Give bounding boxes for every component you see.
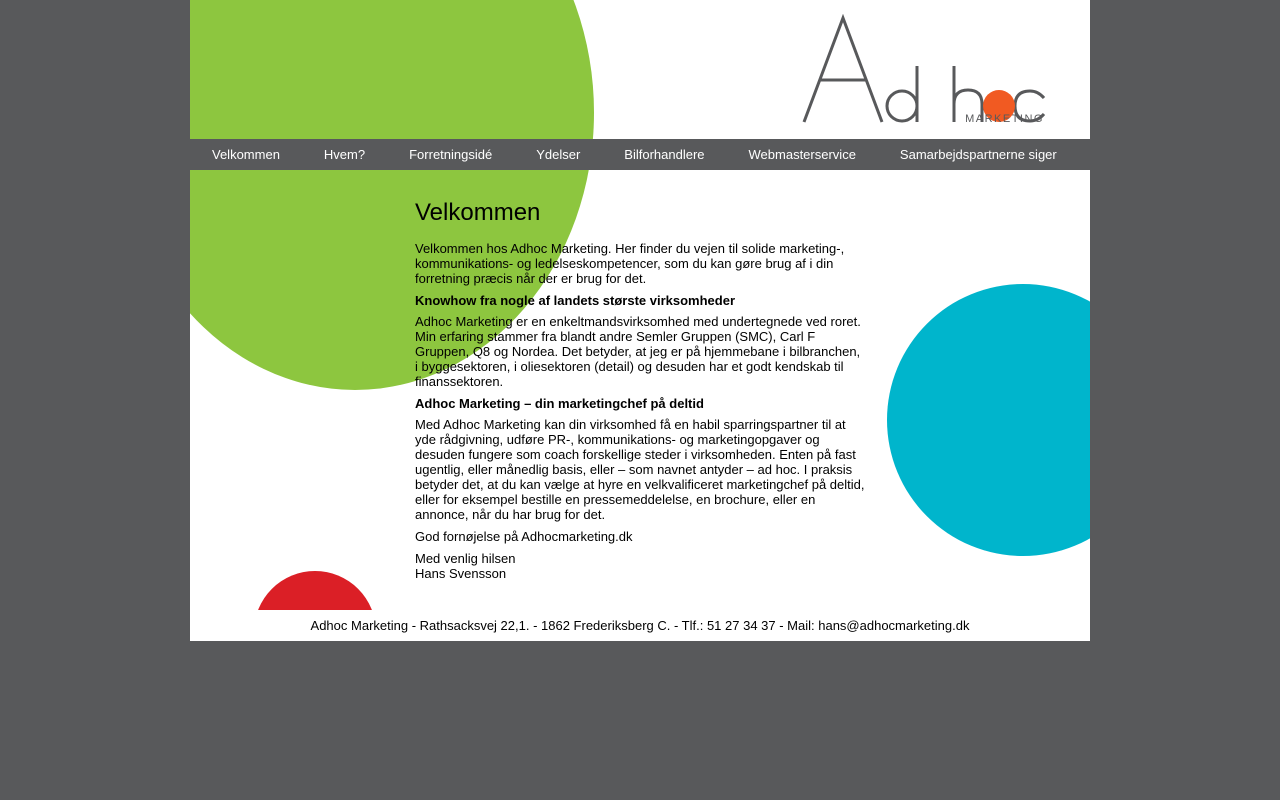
nav-item-forretningside[interactable]: Forretningsidé bbox=[409, 147, 493, 162]
logo-subtext: MARKETING bbox=[965, 113, 1044, 125]
nav-item-hvem[interactable]: Hvem? bbox=[323, 147, 366, 162]
main-navigation bbox=[190, 139, 1090, 170]
nav-item-velkommen[interactable]: Velkommen bbox=[212, 147, 280, 162]
nav-item-ydelser[interactable]: Ydelser bbox=[536, 147, 581, 162]
footer-contact: Adhoc Marketing - Rathsacksvej 22,1. - 1862 Frederiksberg C. - Tlf.: 51 27 34 37 - Mail: hans@adhocmarketing.dk bbox=[190, 610, 1090, 641]
paragraph-services: Med Adhoc Marketing kan din virksomhed få en habil sparringspartner til at yde rådgivning, udføre PR-, kommunikations- og marketingopgaver og desuden fungere som coach forskellige steder i virksomheden. Enten på fast ugentlig, eller månedlig basis, eller – som navnet antyder – ad hoc. I praksis betyder det, at du kan vælge at hyre en velkvalificeret marketingchef på deltid, eller for eksempel bestille en pressemeddelelse, en brochure, eller en annonce, når du har brug for det. bbox=[415, 417, 865, 522]
section-heading-knowhow: Knowhow fra nogle af landets største virksomheder bbox=[415, 293, 736, 308]
signoff-text: Med venlig hilsen bbox=[415, 551, 516, 566]
main-content bbox=[415, 198, 865, 581]
nav-item-samarbejdspartnerne[interactable]: Samarbejdspartnerne siger bbox=[899, 147, 1057, 162]
page-title: Velkommen bbox=[415, 199, 541, 226]
paragraph-experience: Adhoc Marketing er en enkeltmandsvirksomhed med undertegnede ved roret. Min erfaring stammer fra blandt andre Semler Gruppen (SMC), Carl F Gruppen, Q8 og Nordea. Det betyder, at jeg er på hjemmebane i bilbranchen, i byggesektoren, i oliesektoren (detail) og desuden har et godt kendskab til finanssektoren. bbox=[415, 314, 861, 389]
nav-item-webmasterservice[interactable]: Webmasterservice bbox=[748, 147, 856, 162]
closing-text: God fornøjelse på Adhocmarketing.dk bbox=[415, 529, 633, 544]
signature-name: Hans Svensson bbox=[415, 566, 507, 581]
blue-circle-decoration bbox=[887, 284, 1090, 556]
red-circle-decoration bbox=[254, 571, 376, 610]
section-heading-deltid: Adhoc Marketing – din marketingchef på deltid bbox=[415, 396, 704, 411]
nav-item-bilforhandlere[interactable]: Bilforhandlere bbox=[624, 147, 705, 162]
adhoc-logo[interactable] bbox=[802, 14, 1048, 126]
intro-text: Velkommen hos Adhoc Marketing. Her finder du vejen til solide marketing-, kommunikations- og ledelseskompetencer, som du kan gøre brug af i din forretning præcis når der er brug for det. bbox=[415, 241, 845, 286]
page-container bbox=[190, 0, 1090, 641]
